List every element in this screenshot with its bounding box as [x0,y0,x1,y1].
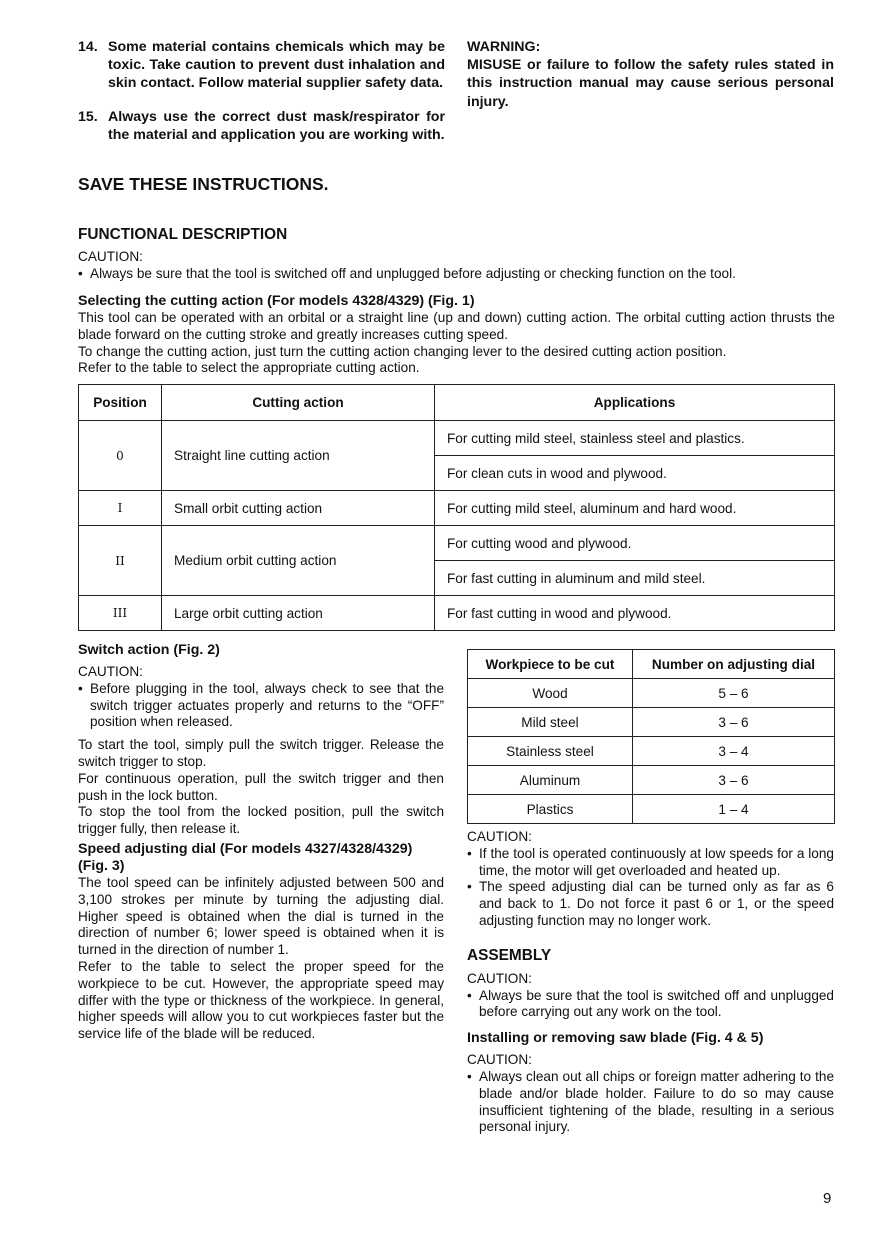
safety-rule-15 [78,108,445,164]
rule-number: 14. [78,39,98,55]
application-cell: For clean cuts in wood and plywood. [435,456,835,491]
table-header-row [79,385,835,421]
application-cell: For fast cutting in aluminum and mild steel. [435,561,835,596]
column-header: Workpiece to be cut [468,650,633,679]
warning-title: WARNING: [467,39,541,55]
cutting-para-1: This tool can be operated with an orbital or a straight line (up and down) cutting action. The orbital cutting action thrusts the blade forward on the cutting stroke and greatly increases cutting speed. [78,310,835,342]
caution-label: CAUTION: [78,249,143,264]
table-row [468,679,835,708]
warning-block [467,38,834,111]
cutting-action-heading: Selecting the cutting action (For models 4328/4329) (Fig. 1) [78,293,475,309]
dial-number-cell: 3 – 6 [633,766,835,795]
workpiece-cell: Wood [468,679,633,708]
caution-label: CAUTION: [78,664,143,679]
dial-number-cell: 1 – 4 [633,795,835,824]
table-row [468,795,835,824]
caution-label: CAUTION: [467,970,532,986]
workpiece-cell: Mild steel [468,708,633,737]
dial-number-cell: 3 – 6 [633,708,835,737]
rule-text: Always use the correct dust mask/respirator for the material and application you are working with. [108,109,445,143]
caution-item: • Before plugging in the tool, always check to see that the switch trigger actuates properly and returns to the “OFF” position when released. [78,681,444,731]
save-instructions-heading: SAVE THESE INSTRUCTIONS. [78,174,329,194]
position-cell: I [79,491,162,526]
saw-blade-heading: Installing or removing saw blade (Fig. 4 & 5) [467,1030,764,1047]
assembly-heading: ASSEMBLY [467,946,552,964]
speed-para-2: Refer to the table to select the proper speed for the workpiece to be cut. However, the appropriate speed may differ with the type or thickness of the workpiece. In general, higher speeds will allow you to cut workpieces faster but the service life of the blade will be reduced. [78,958,444,1042]
functional-description-heading: FUNCTIONAL DESCRIPTION [78,226,288,243]
table-row [79,421,835,456]
table-row [468,766,835,795]
rule-number: 15. [78,109,98,125]
workpiece-cell: Aluminum [468,766,633,795]
cutting-action-section [78,293,835,377]
left-column [78,642,444,1043]
caution-item: • Always be sure that the tool is switched off and unplugged before carrying out any work on the tool. [467,988,834,1022]
caution-label: CAUTION: [467,1052,532,1068]
switch-action-heading: Switch action (Fig. 2) [78,642,220,658]
position-cell: 0 [79,421,162,491]
application-cell: For fast cutting in wood and plywood. [435,596,835,631]
column-header: Number on adjusting dial [633,650,835,679]
application-cell: For cutting mild steel, aluminum and hard wood. [435,491,835,526]
table-row [468,737,835,766]
dial-number-cell: 5 – 6 [633,679,835,708]
rule-text: Some material contains chemicals which may be toxic. Take caution to prevent dust inhalation and skin contact. Follow material supplier safety data. [108,39,445,91]
table-header-row [468,650,835,679]
workpiece-cell: Stainless steel [468,737,633,766]
safety-rule-14 [78,38,445,94]
caution-label: CAUTION: [467,829,532,844]
caution-item: • The speed adjusting dial can be turned only as far as 6 and back to 1. Do not force it past 6 or 1, or the speed adjusting function may no longer work. [467,879,834,929]
right-column [467,829,834,1136]
position-cell: III [79,596,162,631]
switch-para-3: To stop the tool from the locked position, pull the switch trigger fully, then release it. [78,804,444,837]
cutting-para-3: Refer to the table to select the appropriate cutting action. [78,360,420,376]
application-cell: For cutting mild steel, stainless steel and plastics. [435,421,835,456]
table-row [79,596,835,631]
caution-item: • Always be sure that the tool is switched off and unplugged before adjusting or checking function on the tool. [78,266,835,283]
column-header: Cutting action [162,385,435,421]
cutting-action-table [78,384,835,631]
application-cell: For cutting wood and plywood. [435,526,835,561]
functional-caution [78,249,835,283]
column-header: Position [79,385,162,421]
cutting-action-cell: Straight line cutting action [162,421,435,491]
page-number: 9 [823,1190,832,1207]
workpiece-cell: Plastics [468,795,633,824]
speed-dial-heading: Speed adjusting dial (For models 4327/4328/4329) (Fig. 3) [78,840,413,874]
switch-para-2: For continuous operation, pull the switch trigger and then push in the lock button. [78,770,444,803]
switch-para-1: To start the tool, simply pull the switch trigger. Release the switch trigger to stop. [78,737,444,769]
column-header: Applications [435,385,835,421]
caution-item: • If the tool is operated continuously at low speeds for a long time, the motor will get overloaded and heated up. [467,846,834,880]
cutting-para-2: To change the cutting action, just turn the cutting action changing lever to the desired cutting action position. [78,343,727,359]
adjusting-dial-table [467,649,835,824]
dial-number-cell: 3 – 4 [633,737,835,766]
caution-item: • Always clean out all chips or foreign matter adhering to the blade and/or blade holder. Failure to do so may cause insufficient tightening of the blade, resulting in a serious personal injury. [467,1069,834,1136]
warning-text: MISUSE or failure to follow the safety rules stated in this instruction manual may cause serious personal injury. [467,57,834,110]
cutting-action-cell: Small orbit cutting action [162,491,435,526]
speed-para-1: The tool speed can be infinitely adjusted between 500 and 3,100 strokes per minute by turning the adjusting dial. Higher speed is obtained when the dial is turned in the direction of number 6; lower speed is obtained when it is turned in the direction of number 1. [78,874,444,958]
cutting-action-cell: Large orbit cutting action [162,596,435,631]
table-row [79,526,835,561]
table-row [79,491,835,526]
cutting-action-cell: Medium orbit cutting action [162,526,435,596]
position-cell: II [79,526,162,596]
table-row [468,708,835,737]
